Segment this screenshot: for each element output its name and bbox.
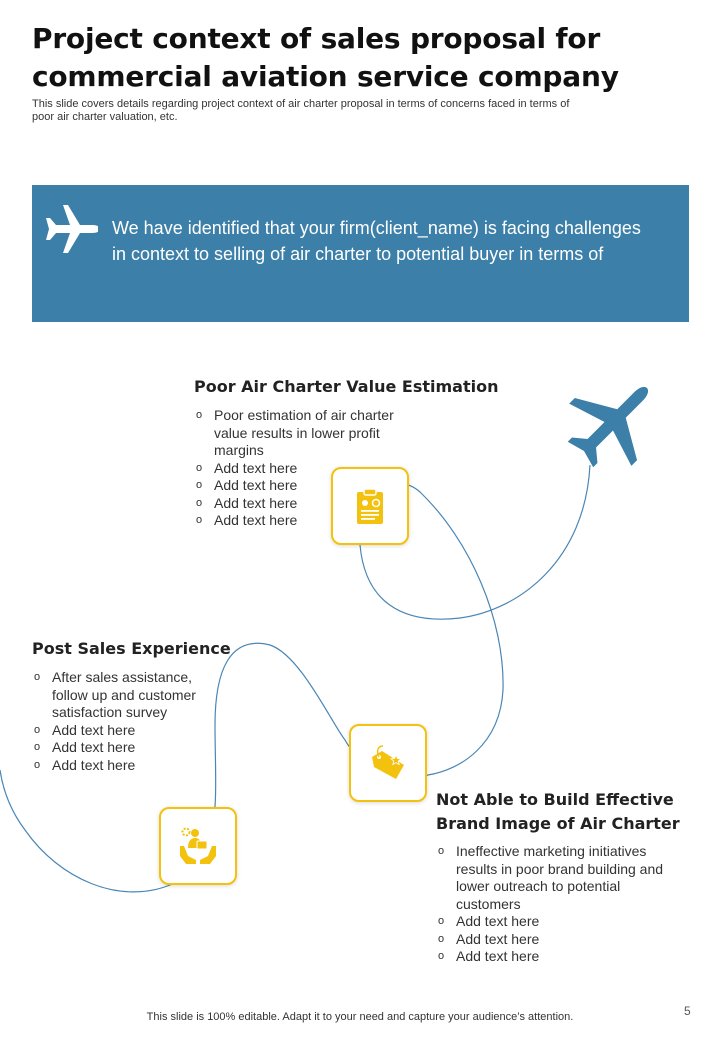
section-title-post-sales: Post Sales Experience [32, 639, 231, 658]
page-number: 5 [684, 1004, 691, 1018]
slide-subtitle: This slide covers details regarding project context of air charter proposal in terms of concerns faced in terms of poor air charter valuation, etc. [32, 98, 570, 123]
list-item: o Add text here [196, 512, 408, 530]
list-item: o Add text here [196, 477, 408, 495]
list-item: o Ineffective marketing initiatives results in poor brand building and lower outreach to potential customers [438, 843, 678, 913]
certificate-icon [350, 486, 390, 526]
list-item: o Add text here [34, 722, 214, 740]
banner-text: We have identified that your firm(client_name) is facing challenges in context to selling of air charter to potential buyer in terms of [112, 218, 641, 264]
list-item: o Add text here [34, 739, 214, 757]
list-item: o Add text here [196, 495, 408, 513]
service-icon-box [159, 807, 237, 885]
section-title-poor-valuation: Poor Air Charter Value Estimation [194, 377, 499, 396]
list-item: o Add text here [438, 913, 678, 931]
price-tag-icon [368, 743, 408, 783]
footer-note: This slide is 100% editable. Adapt it to your need and capture your audience’s attention. [146, 1011, 574, 1023]
price-tag-icon-box [349, 724, 427, 802]
brand-image-bullets [438, 843, 678, 966]
list-item: o Add text here [196, 460, 408, 478]
post-sales-bullets [34, 669, 214, 774]
list-item: o Add text here [438, 931, 678, 949]
section-title-brand-image: Not Able to Build Effective Brand Image of Air Charter [436, 790, 680, 833]
list-item: o Add text here [34, 757, 214, 775]
airplane-icon [563, 372, 663, 472]
slide-title: Project context of sales proposal for commercial aviation service company [32, 22, 619, 93]
list-item: o Add text here [438, 948, 678, 966]
hands-service-icon [178, 826, 218, 866]
list-item: o After sales assistance, follow up and customer satisfaction survey [34, 669, 214, 722]
certificate-icon-box [331, 467, 409, 545]
list-item: o Poor estimation of air charter value results in lower profit margins [196, 407, 408, 460]
